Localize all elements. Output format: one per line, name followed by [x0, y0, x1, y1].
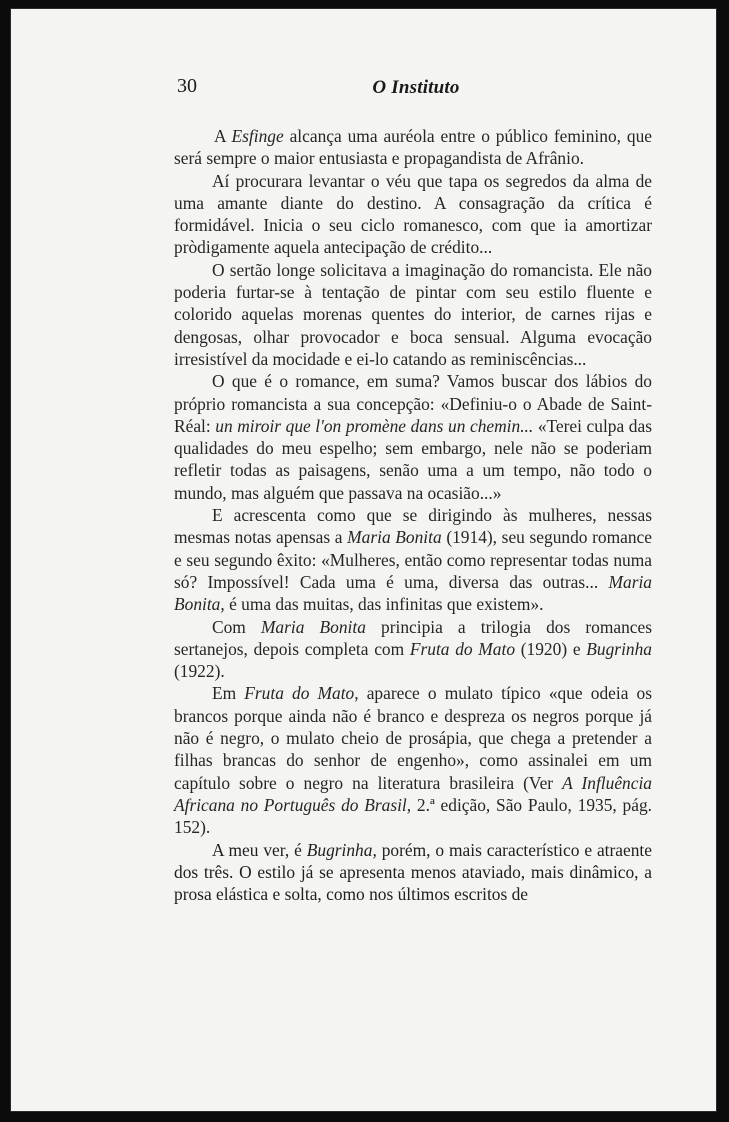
text-run: A — [214, 126, 232, 146]
text-run: (1922). — [174, 661, 225, 682]
text-run: «Terei culpa das qualidades do meu espelho; sem embargo, nele não se poderiam refletir todas as paisagens, senão uma a um tempo, não todo o mundo, mas alguém que passava na ocasião...» — [174, 415, 652, 503]
paragraph — [174, 259, 652, 370]
paragraph — [174, 682, 652, 838]
italic-text: Bugrinha — [586, 638, 652, 659]
running-title: O Instituto — [372, 77, 460, 98]
italic-text: Fruta do Mato, — [244, 683, 359, 704]
text-run: 2.ª edição, São Paulo, 1935, pág. 152). — [174, 794, 652, 838]
text-run: Em — [212, 683, 245, 704]
text-run: A meu ver, é — [212, 839, 307, 860]
paragraph — [174, 125, 652, 170]
body-text — [174, 125, 652, 905]
paragraph — [174, 616, 652, 683]
italic-text: A Influência Africana no Português do Brasil, — [174, 772, 652, 815]
paragraph — [174, 504, 652, 615]
paragraph — [174, 839, 652, 906]
text-run: Com — [212, 616, 261, 637]
text-run: (1914), seu segundo romance e seu segundo êxito: «Mulheres, então como representar todas numa só? Impossível! Cada uma é uma, diversa das outras... — [174, 527, 652, 592]
paragraph — [174, 170, 652, 259]
italic-text: Fruta do Mato — [409, 638, 516, 659]
text-run: (1920) e — [515, 638, 587, 659]
italic-text: un miroir que l'on promène dans un chemin... — [215, 415, 534, 436]
text-run: alcança uma auréola entre o público feminino, que será sempre o maior entusiasta e propagandista de Afrânio. — [174, 126, 653, 169]
italic-text: Maria Bonita — [347, 527, 442, 548]
text-run: é uma das muitas, das infinitas que existem». — [224, 594, 544, 615]
text-run: porém, o mais característico e atraente dos três. O estilo já se apresenta menos ataviado, mais dinâmico, a prosa elástica e solta, como nos últimos escritos de — [174, 839, 652, 905]
text-run: O sertão longe solicitava a imaginação do romancista. Ele não poderia furtar-se à tentação de pintar com seu estilo fluente e colorido aquelas morenas quentes do interior, de carnes rijas e dengosas, olhar provocador e boca sensual. Alguma evocação irresistível da mocidade e ei-lo catando as reminiscências... — [174, 259, 652, 369]
book-page — [10, 8, 717, 1112]
italic-text: Bugrinha, — [306, 839, 377, 860]
italic-text: Maria Bonita — [260, 616, 366, 637]
page-header — [177, 75, 651, 105]
text-run: Aí procurara levantar o véu que tapa os segredos da alma de uma amante diante do destino. A consagração da crítica é formidável. Inicia o seu ciclo romanesco, com que ia amortizar pròdigamente aquela antecipação de crédito... — [174, 170, 652, 258]
italic-text: Maria Bonita, — [174, 571, 652, 615]
italic-text: Esfinge — [231, 126, 284, 146]
text-run: aparece o mulato típico «que odeia os brancos porque ainda não é branco e despreza os negros porque já não é negro, o mulato cheio de prosápia, que chega a pretender a filhas brancas do senhor de engenho», como assinalei em um capítulo sobre o negro na literatura brasileira (Ver — [174, 683, 653, 793]
page-number: 30 — [177, 75, 197, 97]
text-run: principia a trilogia dos romances sertanejos, depois completa com — [174, 616, 652, 659]
text-run: O que é o romance, em suma? Vamos buscar dos lábios do próprio romancista a sua concepção: «Definiu-o o Abade de Saint-Réal: — [174, 371, 652, 436]
text-run: E acrescenta como que se dirigindo às mulheres, nessas mesmas notas apensas a — [174, 505, 652, 548]
paragraph — [174, 370, 652, 504]
